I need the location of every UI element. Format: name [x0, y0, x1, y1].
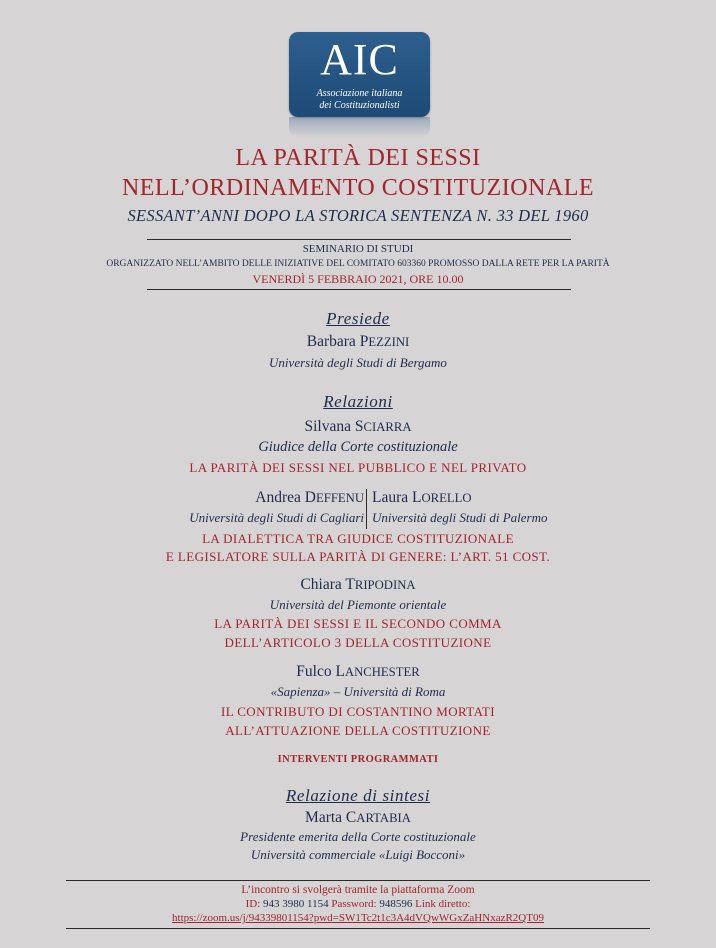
talk3-first-name: Chiara	[300, 576, 342, 593]
talk4-topic-line1: IL CONTRIBUTO DI COSTANTINO MORTATI	[220, 704, 495, 719]
zoom-link[interactable]: https://zoom.us/j/94339801154?pwd=SW1Tc2t1c3A4dVQwWGxZaHNxazR2QT09	[172, 912, 544, 924]
footer-platform: L’incontro si svolgerà tramite la piattaforma Zoom	[241, 884, 475, 896]
talk2-speaker-a-last: DEFFENU	[304, 489, 364, 506]
talk1-first-name: Silvana	[304, 418, 351, 435]
synthesis-last-name: CARTABIA	[345, 809, 411, 826]
talk2-speaker-b	[372, 489, 472, 507]
talk3-topic-line2: DELL’ARTICOLO 3 DELLA COSTITUZIONE	[224, 635, 492, 650]
footer-password-value: 948596	[379, 898, 413, 910]
talks-heading: Relazioni	[323, 392, 393, 411]
footer-credentials	[0, 898, 716, 910]
talk4-affiliation: «Sapienza» – Università di Roma	[270, 684, 446, 699]
divider-top	[147, 239, 571, 240]
chair-name	[0, 333, 716, 351]
talk4-last-name: LANCHESTER	[335, 663, 420, 680]
event-type: SEMINARIO DI STUDI	[302, 243, 414, 255]
talk2-speaker-b-first: Laura	[372, 489, 409, 506]
talk2-speaker-b-affiliation: Università degli Studi di Palermo	[372, 510, 548, 525]
subtitle: SESSANT’ANNI DOPO LA STORICA SENTENZA N. 33 DEL 1960	[127, 206, 589, 225]
footer-link-label: Link diretto:	[415, 898, 471, 910]
title-line1: LA PARITÀ DEI SESSI	[235, 145, 481, 171]
talk2-speaker-a-affiliation: Università degli Studi di Cagliari	[189, 510, 364, 525]
title-line2: NELL’ORDINAMENTO COSTITUZIONALE	[121, 175, 595, 201]
chair-heading: Presiede	[326, 309, 390, 328]
talk2-topic-line2: E LEGISLATORE SULLA PARITÀ DI GENERE: L’ART. 51 COST.	[165, 549, 551, 564]
footer-divider-bottom	[66, 928, 650, 929]
logo-subtitle-line2: dei Costituzionalisti	[319, 100, 400, 111]
footer-password-label: Password:	[331, 898, 377, 910]
talk1-affiliation: Giudice della Corte costituzionale	[258, 439, 458, 455]
talk3-topic-line1: LA PARITÀ DEI SESSI E IL SECONDO COMMA	[214, 616, 502, 631]
footer-divider	[66, 880, 650, 881]
logo-subtitle-line1: Associazione italiana	[316, 88, 403, 99]
footer-id-value: 943 3980 1154	[263, 898, 329, 910]
synthesis-affiliation-line1: Presidente emerita della Corte costituzionale	[240, 829, 476, 844]
talk1-last-name: SCIARRA	[354, 418, 412, 435]
chair-affiliation: Università degli Studi di Bergamo	[269, 355, 447, 370]
talk2-speaker-b-last: LORELLO	[412, 489, 472, 506]
synthesis-heading: Relazione di sintesi	[285, 786, 431, 805]
talk1-topic: LA PARITÀ DEI SESSI NEL PUBBLICO E NEL PRIVATO	[189, 460, 527, 475]
footer-id-label: ID:	[245, 898, 261, 910]
talk2-speaker-a-first: Andrea	[255, 489, 301, 506]
talk3-last-name: TRIPODINA	[345, 576, 416, 593]
talk1-speaker	[0, 418, 716, 436]
speaker-separator	[366, 489, 367, 529]
talk4-first-name: Fulco	[296, 663, 332, 680]
synthesis-first-name: Marta	[305, 809, 343, 826]
talk2-topic-line1: LA DIALETTICA TRA GIUDICE COSTITUZIONALE	[202, 531, 514, 546]
interventi-programmati: INTERVENTI PROGRAMMATI	[277, 754, 439, 765]
talk2-speaker-a	[255, 489, 364, 507]
aic-logo	[289, 32, 430, 117]
chair-first-name: Barbara	[306, 333, 356, 350]
logo-title: AIC	[320, 35, 399, 84]
chair-last-name: PEZZINI	[359, 333, 410, 350]
divider-bottom	[147, 289, 571, 290]
event-date: VENERDÌ 5 FEBBRAIO 2021, ORE 10.00	[252, 272, 464, 286]
talk4-speaker	[0, 663, 716, 681]
event-organizer: ORGANIZZATO NELL’AMBITO DELLE INIZIATIVE DEL COMITATO 603360 PROMOSSO DALLA RETE PER LA PARITÀ	[106, 259, 610, 269]
talk4-topic-line2: ALL’ATTUAZIONE DELLA COSTITUZIONE	[225, 723, 491, 738]
synthesis-affiliation-line2: Università commerciale «Luigi Bocconi»	[250, 847, 466, 862]
talk3-affiliation: Università del Piemonte orientale	[269, 597, 447, 612]
logo-reflection	[289, 117, 430, 137]
synthesis-speaker	[0, 809, 716, 827]
talk3-speaker	[0, 576, 716, 594]
